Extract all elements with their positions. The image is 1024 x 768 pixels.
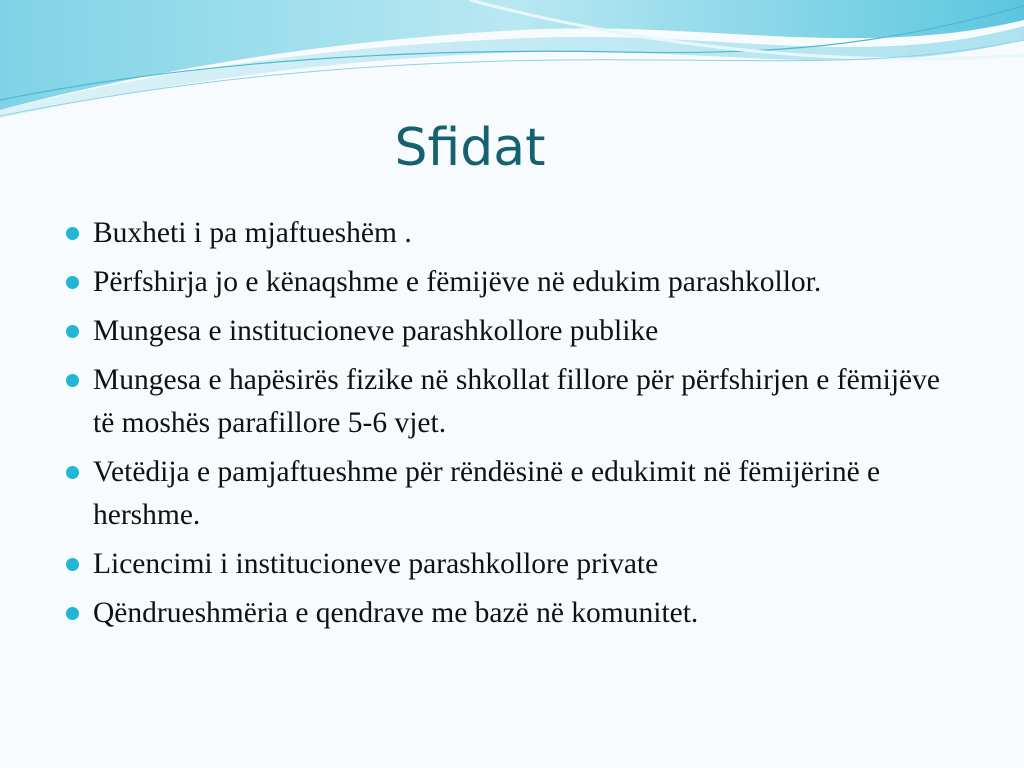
list-item [60, 543, 960, 586]
list-item-text: Mungesa e hapësirës fizike në shkollat fillore për përfshirjen e fëmijëve të moshës parafillore 5-6 vjet. [93, 364, 940, 439]
bullet-dot-icon [66, 325, 79, 338]
bullet-dot-icon [66, 227, 79, 240]
bullet-dot-icon [66, 558, 79, 571]
list-item-text: Licencimi i institucioneve parashkollore private [93, 548, 659, 580]
bullet-dot-icon [66, 607, 79, 620]
list-item [60, 359, 960, 445]
list-item [60, 310, 960, 353]
header-wave-decoration [0, 0, 1024, 130]
bullet-dot-icon [66, 276, 79, 289]
list-item-text: Vetëdija e pamjaftueshme për rëndësinë e edukimit në fëmijërinë e hershme. [93, 456, 881, 531]
list-item-text: Përfshirja jo e kënaqshme e fëmijëve në edukim parashkollor. [93, 266, 822, 298]
list-item-text: Buxheti i pa mjaftueshëm . [93, 217, 412, 249]
slide-title: Sfidat [394, 118, 546, 178]
bullet-list [60, 212, 960, 641]
list-item [60, 592, 960, 635]
list-item [60, 451, 960, 537]
list-item [60, 212, 960, 255]
list-item-text: Mungesa e institucioneve parashkollore publike [93, 315, 659, 347]
bullet-dot-icon [66, 374, 79, 387]
list-item [60, 261, 960, 304]
bullet-dot-icon [66, 466, 79, 479]
list-item-text: Qëndrueshmëria e qendrave me bazë në komunitet. [93, 597, 699, 629]
